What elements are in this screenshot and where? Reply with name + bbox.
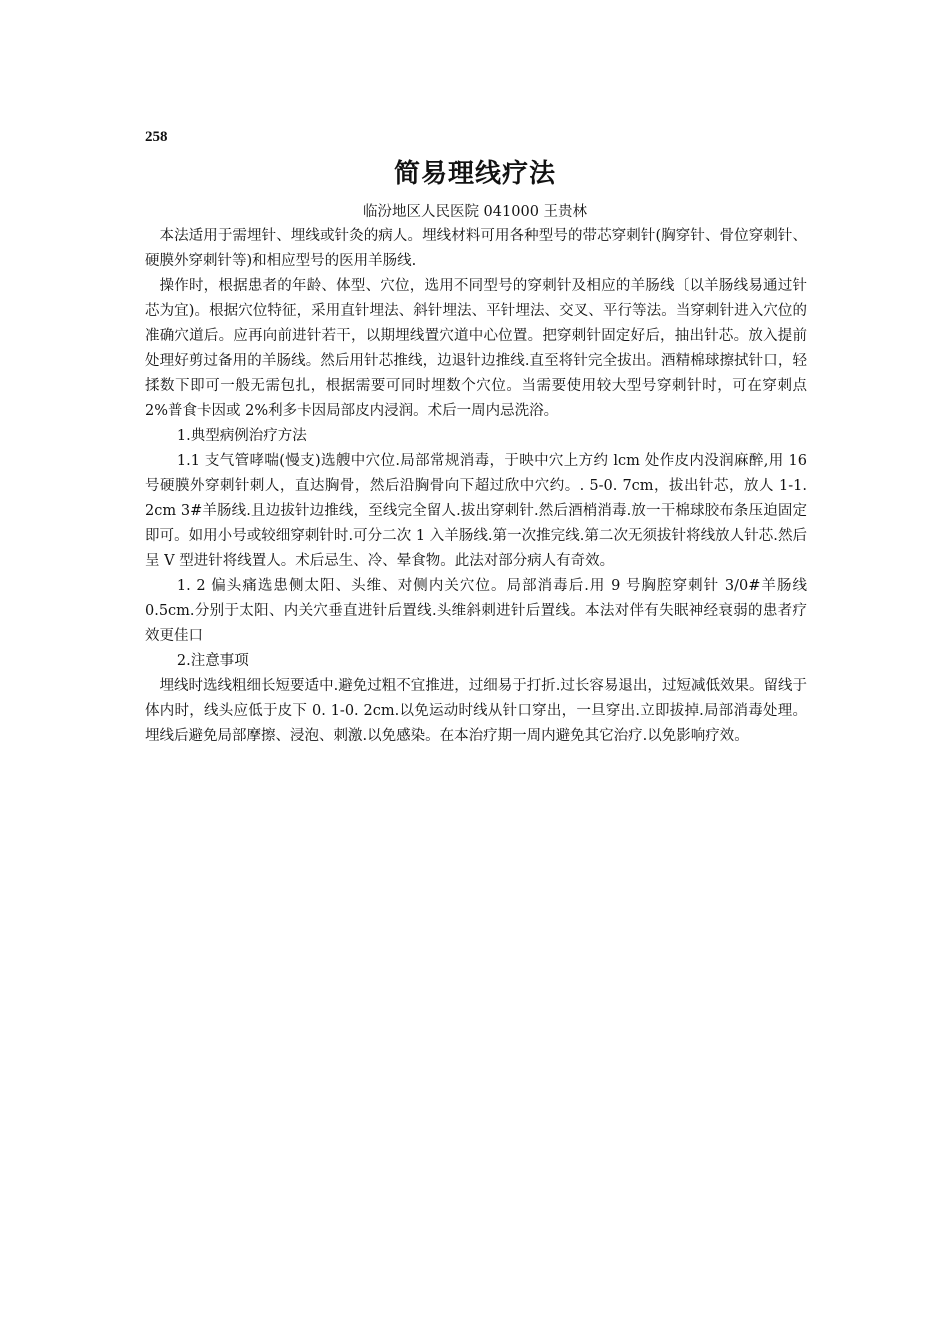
article-body — [145, 224, 807, 749]
paragraph-notes: 埋线时选线粗细长短要适中.避免过粗不宜推进，过细易于打折.过长容易退出，过短减低效果。留线于体内时，线头应低于皮下 0. 1-0. 2cm.以免运动时线从针口穿出，一旦穿出.立即拔掉.局部消毒处理。埋线后避免局部摩擦、浸泡、刺激.以免感染。在本治疗期一周内避免其它治疗.以免影响疗效。 — [145, 678, 807, 744]
paragraph-case-migraine: 1. 2 偏头痛选患侧太阳、头维、对侧内关穴位。局部消毒后.用 9 号胸腔穿刺针 3/0#羊肠线 0.5cm.分别于太阳、内关穴垂直进针后置线.头维斜刺进针后置线。本法对伴有失眠神经衰弱的患者疗效更佳口 — [145, 578, 807, 644]
section-heading-notes: 2.注意事项 — [176, 653, 249, 669]
paragraph-case-asthma: 1.1 支气管哮喘(慢支)选艘中穴位.局部常规消毒，于映中穴上方约 lcm 处作皮内没润麻醉,用 16 号硬膜外穿刺针刺人，直达胸骨，然后沿胸骨向下超过欣中穴约。. 5-0. 7cm，拔出针芯，放人 1-1. 2cm 3#羊肠线.且边拔针边推线，至线完全留人.拔出穿刺针.然后酒梢消毒.放一干棉球胶布条压迫固定即可。如用小号或较细穿刺针时.可分二次 1 入羊肠线.第一次推完线.第二次无须拔针将线放人针芯.然后呈 V 型进针将线置人。术后忌生、冷、晕食物。此法对部分病人有奇效。 — [145, 453, 807, 569]
article-title: 简易理线疗法 — [393, 159, 556, 189]
author-affiliation: 临汾地区人民医院 041000 王贵林 — [362, 204, 588, 220]
paragraph-procedure: 操作时，根据患者的年龄、体型、穴位，选用不同型号的穿刺针及相应的羊肠线〔以羊肠线易通过针芯为宜)。根据穴位特征，采用直针埋法、斜针埋法、平针埋法、交叉、平行等法。当穿刺针进入穴位的准确穴道后。应再向前进针若干，以期埋线置穴道中心位置。把穿刺针固定好后，抽出针芯。放入提前处理好剪过备用的羊肠线。然后用针芯推线，边退针边推线.直至将针完全拔出。酒精棉球擦拭针口，轻揉数下即可一般无需包扎，根据需要可同时埋数个穴位。当需要使用较大型号穿刺针时，可在穿刺点 2%普食卡因或 2%利多卡因局部皮内浸润。术后一周内忌洗浴。 — [145, 278, 807, 419]
section-heading-cases: 1.典型病例治疗方法 — [176, 428, 307, 444]
paragraph-intro: 本法适用于需埋针、埋线或针灸的病人。埋线材料可用各种型号的带芯穿刺针(胸穿针、骨位穿刺针、硬膜外穿刺针等)和相应型号的医用羊肠线. — [145, 228, 807, 269]
page-number: 258 — [145, 129, 168, 145]
